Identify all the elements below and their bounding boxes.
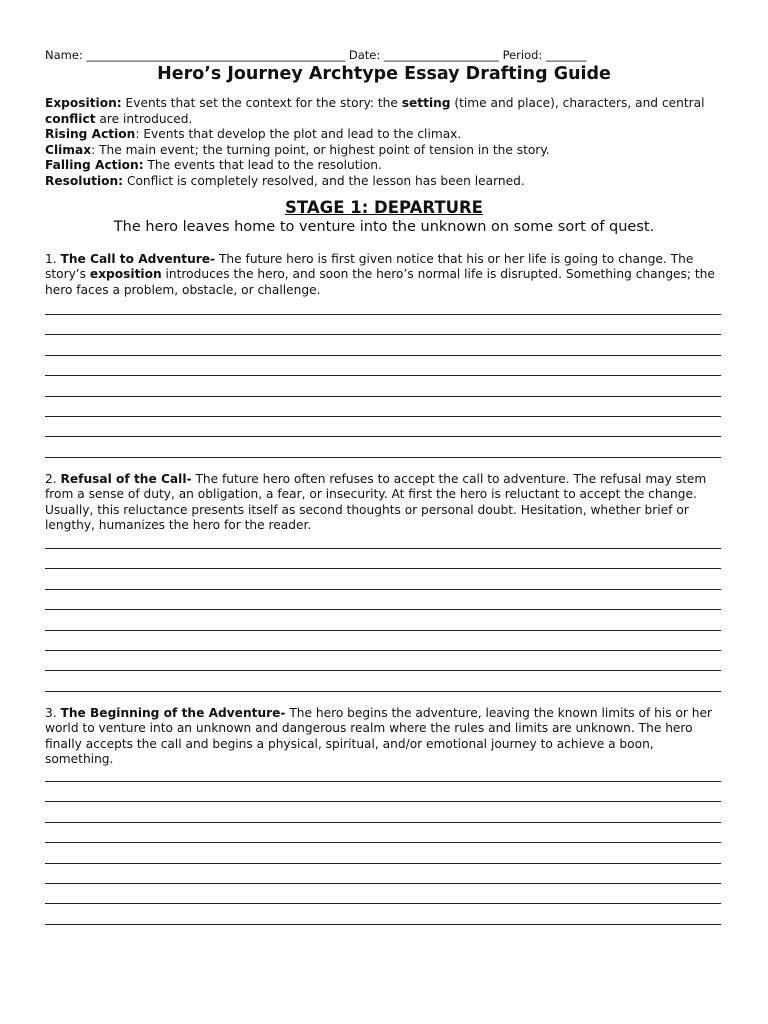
term-conflict: conflict (45, 111, 96, 126)
definition-climax (45, 143, 720, 159)
name-field[interactable]: _____________________________________________ (86, 48, 346, 62)
term-exposition: Exposition: (45, 96, 122, 110)
student-info-line (45, 48, 586, 62)
section-text: The future hero is first given notice that his or her life is going to change. The story’s (45, 252, 694, 282)
section-text: The future hero often refuses to accept the call to adventure. The refusal may stem from a sense of duty, an obligation, a fear, or insecurity. At first the hero is reluctant to accept the change. Usually, this reluctance presents itself as second thoughts or personal doubt. Hesitation, whether brief or lengthy, humanizes the hero for the reader. (45, 472, 707, 532)
stage-subtitle: The hero leaves home to venture into the unknown on some sort of quest. (113, 219, 655, 235)
answer-line[interactable] (45, 436, 721, 437)
answer-line[interactable] (45, 630, 721, 631)
answer-line[interactable] (45, 314, 721, 315)
section-heading: The Beginning of the Adventure- (60, 706, 286, 720)
section-refusal-of-call (45, 472, 721, 533)
term-rising-action: Rising Action (45, 127, 136, 141)
answer-line[interactable] (45, 589, 721, 590)
plot-definitions (45, 96, 720, 189)
definition-text: Conflict is completely resolved, and the lesson has been learned. (126, 173, 525, 188)
section-call-to-adventure (45, 252, 721, 298)
definition-text: : The main event; the turning point, or highest point of tension in the story. (91, 142, 550, 157)
answer-line[interactable] (45, 416, 721, 417)
answer-line[interactable] (45, 822, 721, 823)
name-label: Name: (45, 48, 83, 62)
definition-text: : Events that develop the plot and lead to the climax. (135, 127, 462, 141)
date-field[interactable]: ____________________ (383, 48, 499, 62)
answer-line[interactable] (45, 903, 721, 904)
definition-text: are introduced. (99, 111, 193, 126)
section-heading: Refusal of the Call- (60, 472, 192, 486)
definition-text: (time and place), characters, and central (454, 96, 705, 110)
definition-resolution (45, 174, 720, 190)
answer-lines (45, 781, 721, 944)
answer-line[interactable] (45, 375, 721, 376)
section-prompt (45, 252, 721, 298)
section-number: 3. (45, 706, 57, 720)
answer-lines (45, 548, 721, 711)
definition-rising-action (45, 127, 720, 143)
answer-line[interactable] (45, 670, 721, 671)
answer-line[interactable] (45, 568, 721, 569)
section-number: 1. (45, 252, 57, 266)
answer-line[interactable] (45, 842, 721, 843)
answer-line[interactable] (45, 883, 721, 884)
term-falling-action: Falling Action: (45, 158, 144, 172)
section-number: 2. (45, 472, 57, 486)
date-label: Date: (348, 48, 381, 62)
answer-line[interactable] (45, 650, 721, 651)
answer-line[interactable] (45, 548, 721, 549)
answer-line[interactable] (45, 457, 721, 458)
definition-text: Events that set the context for the story: the (125, 96, 398, 110)
answer-line[interactable] (45, 396, 721, 397)
period-field[interactable]: _______ (545, 48, 587, 62)
section-text: The hero begins the adventure, leaving the known limits of his or her world to venture into an unknown and dangerous realm where the rules and limits are unknown. The hero finally accepts the call and begins a physical, spiritual, and/or emotional journey to achieve a boon, something. (45, 706, 713, 766)
definition-exposition (45, 96, 720, 127)
section-beginning-of-adventure (45, 706, 721, 767)
page-title: Hero’s Journey Archtype Essay Drafting Guide (157, 64, 611, 84)
answer-line[interactable] (45, 781, 721, 782)
answer-line[interactable] (45, 609, 721, 610)
answer-lines (45, 314, 721, 477)
term-climax: Climax (45, 142, 92, 157)
section-text: introduces the hero, and soon the hero’s normal life is disrupted. Something changes; the hero faces a problem, obstacle, or challenge. (45, 267, 715, 297)
term-exposition-inline: exposition (89, 267, 162, 282)
answer-line[interactable] (45, 863, 721, 864)
section-prompt (45, 706, 721, 767)
section-prompt (45, 472, 721, 533)
term-setting: setting (401, 96, 451, 110)
section-heading: The Call to Adventure- (60, 252, 216, 266)
period-label: Period: (502, 48, 543, 62)
answer-line[interactable] (45, 355, 721, 356)
answer-line[interactable] (45, 691, 721, 692)
answer-line[interactable] (45, 924, 721, 925)
term-resolution: Resolution: (45, 173, 124, 188)
answer-line[interactable] (45, 801, 721, 802)
definition-falling-action (45, 158, 720, 174)
definition-text: The events that lead to the resolution. (147, 158, 382, 172)
stage-title: STAGE 1: DEPARTURE (285, 198, 483, 217)
answer-line[interactable] (45, 334, 721, 335)
